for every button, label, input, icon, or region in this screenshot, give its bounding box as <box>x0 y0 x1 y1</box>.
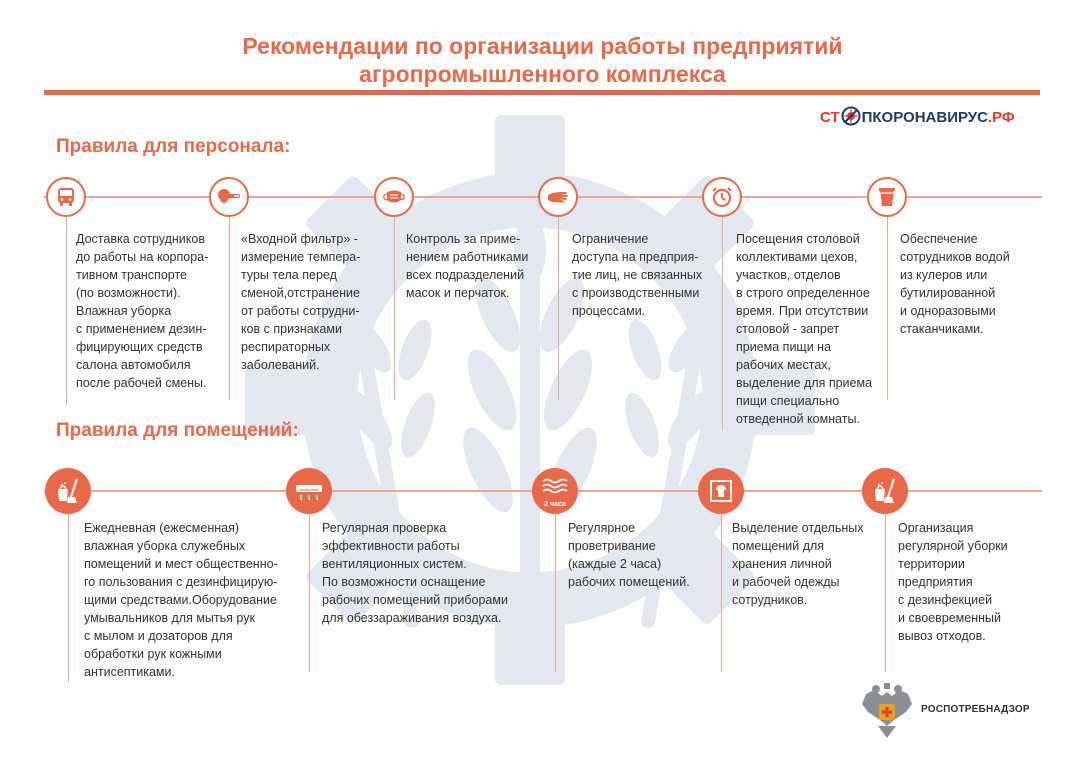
glove-icon <box>538 177 578 217</box>
cleaning-icon <box>862 468 908 514</box>
staff-vline-3 <box>394 217 395 400</box>
bus-icon <box>46 177 86 217</box>
ventilation-interval-label: 2 часа <box>544 501 566 508</box>
clock-icon <box>702 177 742 217</box>
virus-crossed-icon <box>841 106 861 126</box>
staff-item-1-text: Доставка сотрудников до работы на корпора- тивном транспорте (по возможности). Влажная уборка с применением дезин- фицирующих средств салона автомобиля после рабочей смены. <box>76 232 209 390</box>
rooms-vline-4 <box>721 514 722 672</box>
agency-name: РОСПОТРЕБНАДЗОР <box>921 704 1030 715</box>
ventilation-icon <box>532 468 578 514</box>
title-line-2: агропромышленного комплекса <box>359 61 726 87</box>
mask-icon <box>374 177 414 217</box>
rooms-item-1-text: Ежедневная (ежесменная) влажная уборка служебных помещений и мест общественно- го пользования с дезинфицирую- щими средствами.Оборудование умывальников для мытья рук с мылом и дозаторов для обработки рук кожными антисептиками. <box>84 521 278 679</box>
rooms-vline-1 <box>68 514 69 682</box>
title-underline <box>44 90 1040 95</box>
rooms-item-2-text: Регулярная проверка эффективности работы вентиляционных систем. По возможности оснащение рабочих помещений приборами для обеззараживания воздуха. <box>322 521 508 625</box>
cup-icon <box>867 177 907 217</box>
agency-logo <box>860 682 1060 742</box>
staff-section-title: Правила для персонала: <box>56 136 291 157</box>
staff-item-4-text: Ограничение доступа на предприя- тие лиц, не связанных с производственными процессами. <box>572 232 703 318</box>
wardrobe-icon <box>698 468 744 514</box>
staff-vline-5 <box>722 217 723 429</box>
rooms-vline-5 <box>885 514 886 672</box>
staff-item-2-text: «Входной фильтр» - измерение темпера- туры тела перед сменой,отстранение от работы сотрудни- ков с признаками респираторных заболеваний. <box>241 232 361 372</box>
page-title <box>0 32 1085 88</box>
rooms-item-5-text: Организация регулярной уборки территории предприятия с дезинфекцией и своевременный вывоз отходов. <box>898 521 1008 643</box>
staff-vline-2 <box>229 217 230 400</box>
rooms-vline-2 <box>309 514 310 672</box>
air-conditioner-icon <box>286 468 332 514</box>
staff-item-3-text: Контроль за приме- нением работниками всех подразделений масок и перчаток. <box>406 232 529 300</box>
rooms-item-3-text: Регулярное проветривание (каждые 2 часа) рабочих помещений. <box>568 521 690 589</box>
cleaning-icon <box>45 468 91 514</box>
rooms-vline-3 <box>555 514 556 672</box>
rooms-item-4-text: Выделение отдельных помещений для хранения личной и рабочей одежды сотрудников. <box>732 521 864 607</box>
double-headed-eagle-icon <box>860 682 914 740</box>
staff-vline-1 <box>66 217 67 405</box>
staff-item-5-text: Посещения столовой коллективами цехов, участков, отделов в строго определенное время. При отсутствии столовой - запрет приема пищи на рабочих местах, выделение для приема пищи специально отведенной комнаты. <box>736 232 873 426</box>
logo-part-1: СТ <box>820 109 840 126</box>
staff-item-6-text: Обеспечение сотрудников водой из кулеров или бутилированной и одноразовыми стаканчиками. <box>900 232 1010 336</box>
logo-part-3: .РФ <box>987 109 1015 126</box>
title-line-1: Рекомендации по организации работы предприятий <box>242 33 843 59</box>
thermometer-icon <box>209 177 249 217</box>
staff-vline-4 <box>558 217 559 400</box>
rooms-section-title: Правила для помещений: <box>56 420 299 441</box>
logo-part-2: ПКОРОНАВИРУС <box>861 109 988 126</box>
stopcoronavirus-logo <box>820 106 1015 128</box>
